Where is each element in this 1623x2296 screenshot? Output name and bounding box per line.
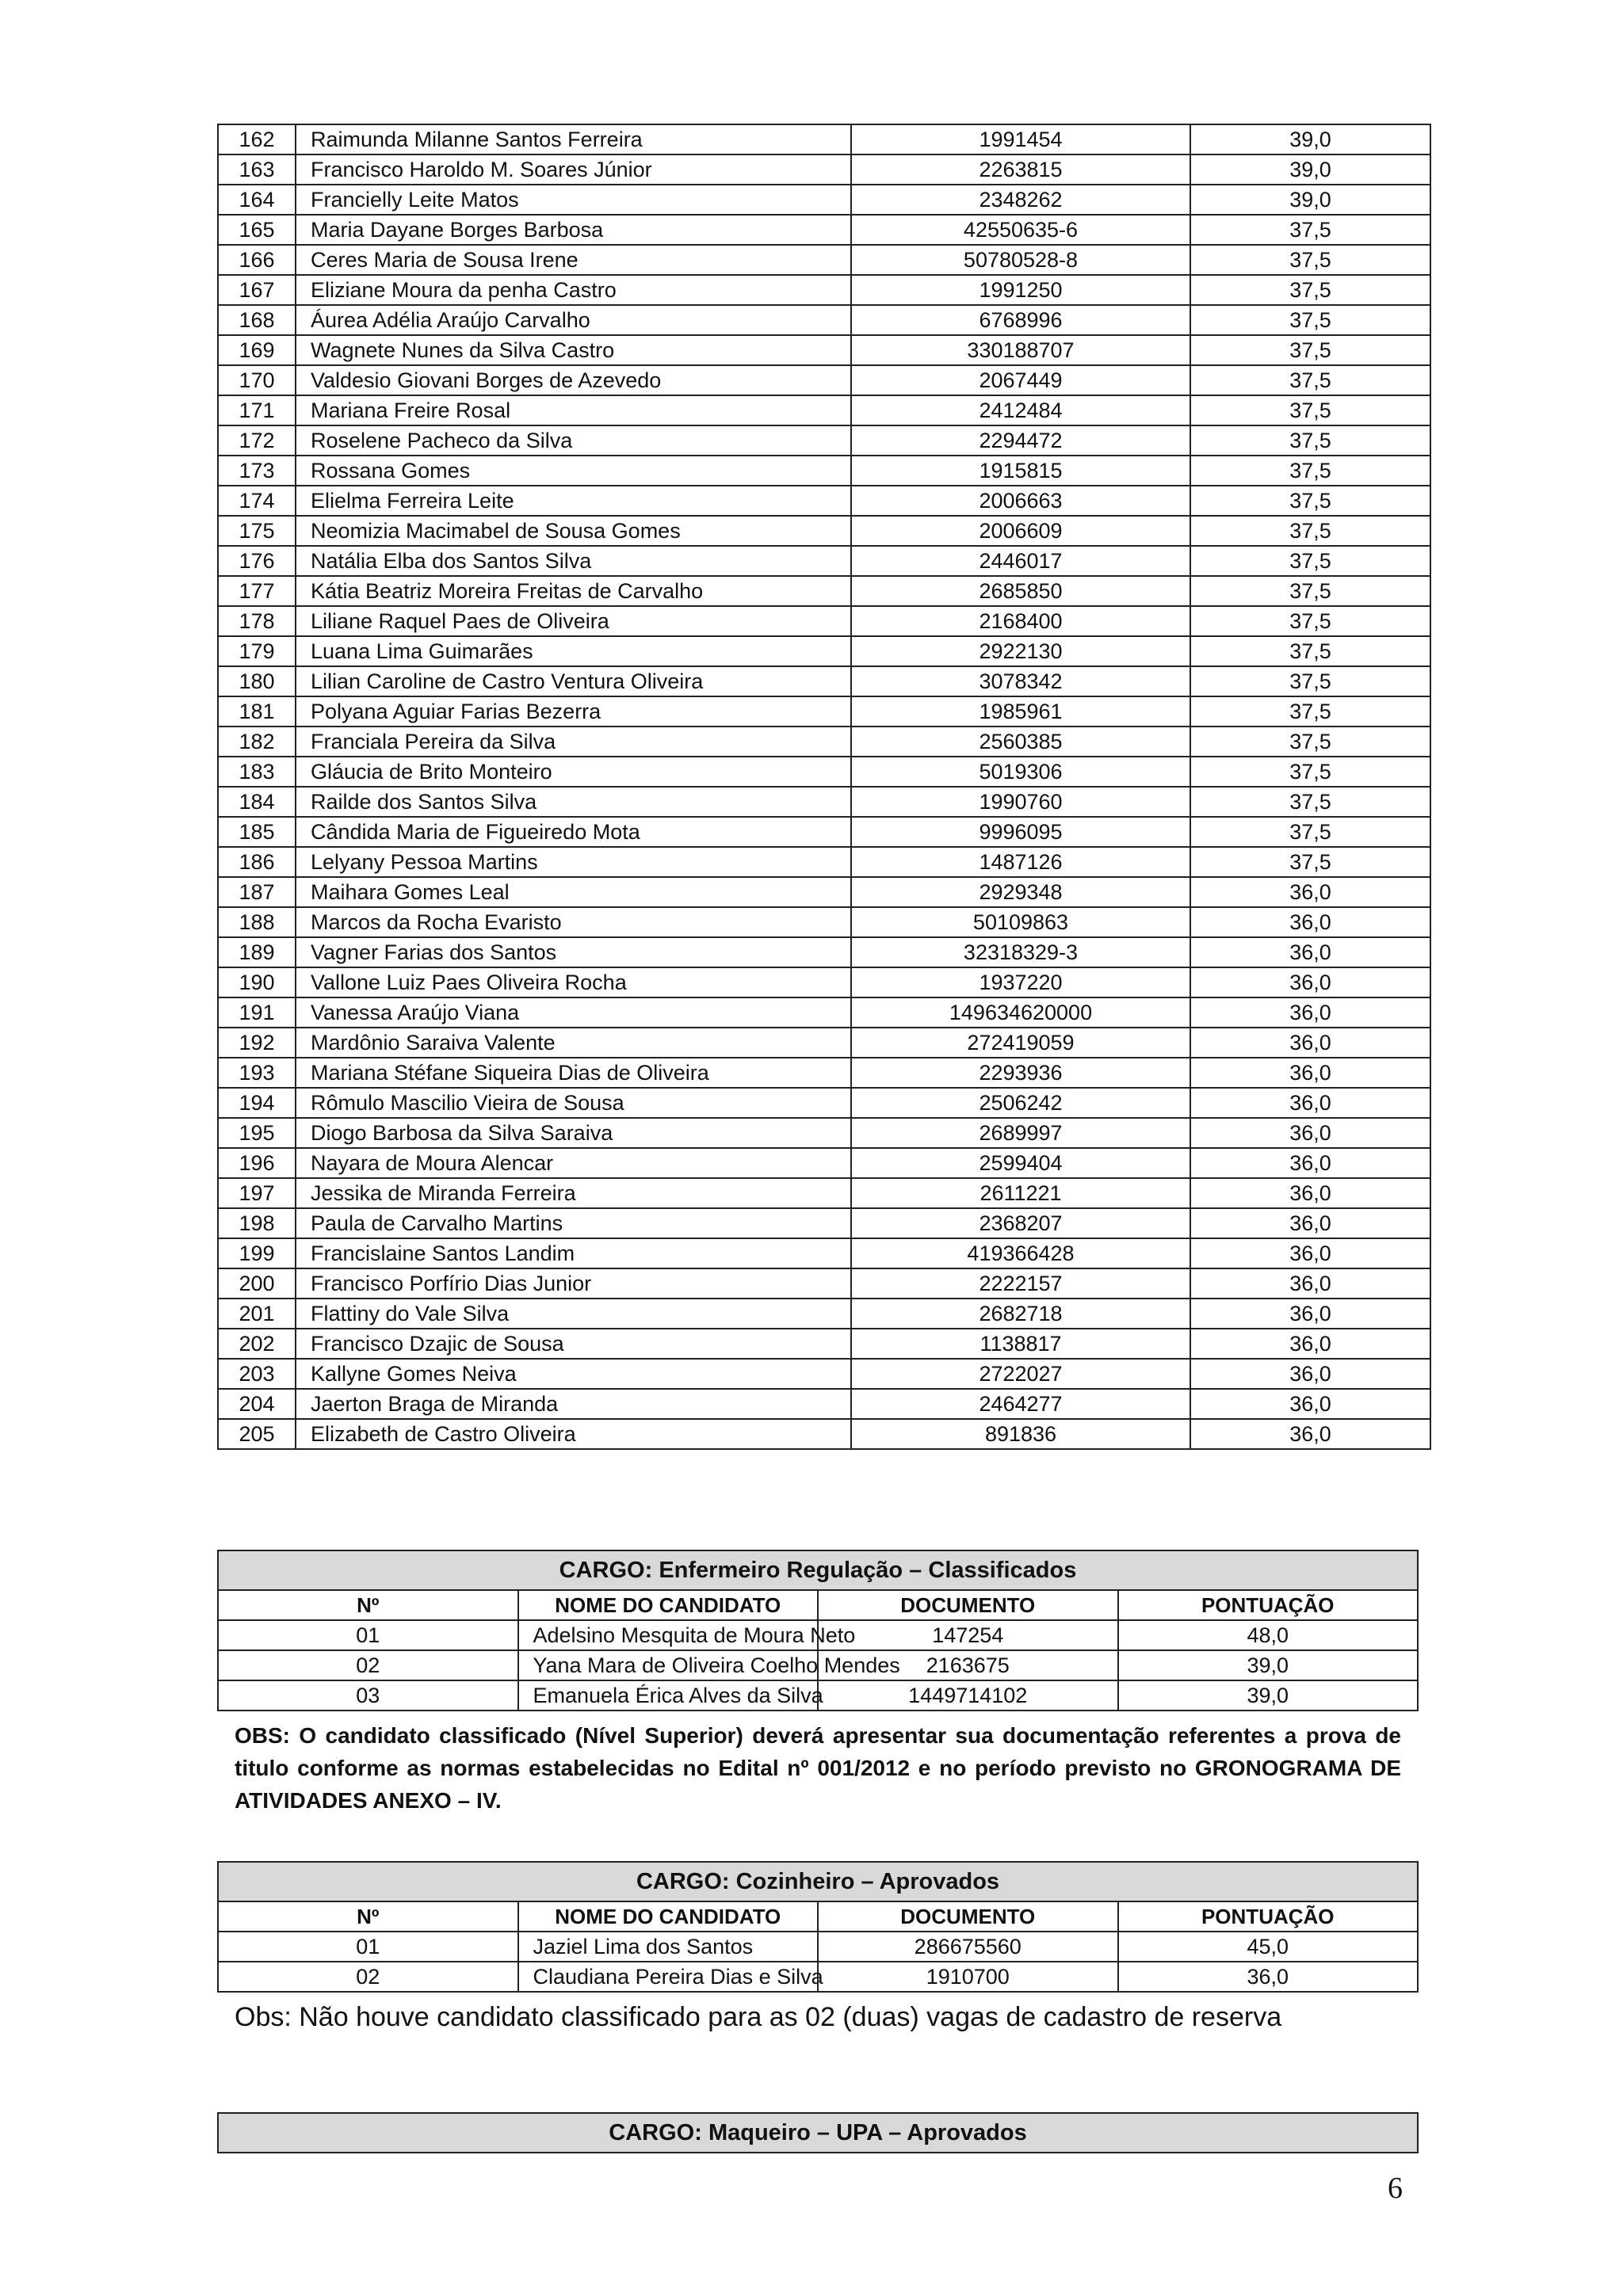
candidate-number: 02: [218, 1962, 518, 1992]
candidate-document: 2294472: [851, 425, 1190, 456]
candidate-name: Francisco Porfírio Dias Junior: [296, 1268, 851, 1299]
header-document: DOCUMENTO: [818, 1901, 1118, 1932]
candidate-document: 1991250: [851, 275, 1190, 305]
candidate-score: 36,0: [1190, 1058, 1430, 1088]
candidate-number: 181: [218, 696, 296, 727]
candidate-document: 1985961: [851, 696, 1190, 727]
candidate-document: 2599404: [851, 1148, 1190, 1178]
candidate-number: 163: [218, 154, 296, 185]
candidate-score: 39,0: [1190, 154, 1430, 185]
enfermeiro-observation: OBS: O candidato classificado (Nível Superior) deverá apresentar sua documentação referentes a prova de titulo conforme as normas estabelecidas no Edital nº 001/2012 e no período previsto no GRONOGRAMA DE ATIVIDADES ANEXO – IV.: [235, 1723, 1401, 1813]
candidate-score: 37,5: [1190, 516, 1430, 546]
candidate-name: Elielma Ferreira Leite: [296, 486, 851, 516]
candidate-document: 1990760: [851, 787, 1190, 817]
candidate-number: 02: [218, 1650, 518, 1680]
table-row: [218, 997, 1430, 1028]
header-score: PONTUAÇÃO: [1118, 1901, 1419, 1932]
candidate-number: 03: [218, 1680, 518, 1711]
candidate-name: Francisco Dzajic de Sousa: [296, 1329, 851, 1359]
candidate-name: Vanessa Araújo Viana: [296, 997, 851, 1028]
candidate-document: 3078342: [851, 666, 1190, 696]
candidate-document: 272419059: [851, 1028, 1190, 1058]
table-row: [218, 1088, 1430, 1118]
candidate-score: 37,5: [1190, 486, 1430, 516]
table-row: [218, 1208, 1430, 1238]
candidate-document: 2163675: [818, 1650, 1118, 1680]
candidate-name: Francislaine Santos Landim: [296, 1238, 851, 1268]
table-row: [218, 305, 1430, 335]
table-row: [218, 1118, 1430, 1148]
candidate-number: 189: [218, 937, 296, 967]
table-row: [218, 1028, 1430, 1058]
table-row: [218, 1419, 1430, 1449]
candidate-document: 2067449: [851, 365, 1190, 395]
candidate-document: 330188707: [851, 335, 1190, 365]
table-row: [218, 787, 1430, 817]
section-title: CARGO: Cozinheiro – Aprovados: [218, 1862, 1418, 1901]
candidate-name: Roselene Pacheco da Silva: [296, 425, 851, 456]
candidate-score: 37,5: [1190, 606, 1430, 636]
candidate-name: Eliziane Moura da penha Castro: [296, 275, 851, 305]
candidate-document: 2006663: [851, 486, 1190, 516]
candidate-number: 172: [218, 425, 296, 456]
candidate-score: 39,0: [1190, 124, 1430, 154]
table-row: [218, 1238, 1430, 1268]
section-title-row: [218, 1862, 1418, 1901]
table-row: [218, 1329, 1430, 1359]
candidate-number: 204: [218, 1389, 296, 1419]
candidate-score: 37,5: [1190, 696, 1430, 727]
candidate-score: 36,0: [1190, 1208, 1430, 1238]
candidates-table-body: [218, 124, 1430, 1449]
candidate-name: Liliane Raquel Paes de Oliveira: [296, 606, 851, 636]
candidate-document: 1991454: [851, 124, 1190, 154]
candidate-document: 2506242: [851, 1088, 1190, 1118]
candidate-name: Áurea Adélia Araújo Carvalho: [296, 305, 851, 335]
table-row: [218, 154, 1430, 185]
candidate-name: Wagnete Nunes da Silva Castro: [296, 335, 851, 365]
candidate-name: Vallone Luiz Paes Oliveira Rocha: [296, 967, 851, 997]
table-row: [218, 1359, 1430, 1389]
header-name: NOME DO CANDIDATO: [518, 1590, 819, 1620]
candidate-number: 01: [218, 1620, 518, 1650]
table-row: [218, 185, 1430, 215]
table-row: [218, 275, 1430, 305]
candidate-number: 175: [218, 516, 296, 546]
candidate-name: Francisco Haroldo M. Soares Júnior: [296, 154, 851, 185]
candidate-number: 174: [218, 486, 296, 516]
candidate-number: 185: [218, 817, 296, 847]
enfermeiro-table-body: [218, 1620, 1418, 1711]
candidate-score: 37,5: [1190, 757, 1430, 787]
candidate-document: 32318329-3: [851, 937, 1190, 967]
column-header-row: [218, 1901, 1418, 1932]
candidate-number: 179: [218, 636, 296, 666]
candidate-score: 37,5: [1190, 305, 1430, 335]
candidate-name: Yana Mara de Oliveira Coelho Mendes: [518, 1650, 819, 1680]
candidate-score: 36,0: [1190, 1238, 1430, 1268]
candidate-document: 42550635-6: [851, 215, 1190, 245]
header-number: Nº: [218, 1590, 518, 1620]
candidate-number: 164: [218, 185, 296, 215]
candidate-score: 45,0: [1118, 1932, 1419, 1962]
candidate-document: 1910700: [818, 1962, 1118, 1992]
candidate-score: 36,0: [1190, 1359, 1430, 1389]
candidate-score: 36,0: [1190, 1088, 1430, 1118]
candidate-number: 180: [218, 666, 296, 696]
candidate-name: Natália Elba dos Santos Silva: [296, 546, 851, 576]
table-row: [218, 1268, 1430, 1299]
candidate-name: Francielly Leite Matos: [296, 185, 851, 215]
table-row: [218, 1620, 1418, 1650]
candidate-name: Marcos da Rocha Evaristo: [296, 907, 851, 937]
candidate-document: 2222157: [851, 1268, 1190, 1299]
candidate-document: 1915815: [851, 456, 1190, 486]
candidate-name: Diogo Barbosa da Silva Saraiva: [296, 1118, 851, 1148]
candidate-name: Rossana Gomes: [296, 456, 851, 486]
candidate-name: Luana Lima Guimarães: [296, 636, 851, 666]
candidate-name: Cândida Maria de Figueiredo Mota: [296, 817, 851, 847]
candidate-name: Elizabeth de Castro Oliveira: [296, 1419, 851, 1449]
candidate-number: 196: [218, 1148, 296, 1178]
candidate-score: 48,0: [1118, 1620, 1419, 1650]
table-row: [218, 1680, 1418, 1711]
section-title: CARGO: Enfermeiro Regulação – Classificados: [218, 1550, 1418, 1590]
table-row: [218, 967, 1430, 997]
candidate-document: 6768996: [851, 305, 1190, 335]
candidate-score: 37,5: [1190, 245, 1430, 275]
candidate-number: 166: [218, 245, 296, 275]
candidate-name: Adelsino Mesquita de Moura Neto: [518, 1620, 819, 1650]
candidate-document: 1449714102: [818, 1680, 1118, 1711]
candidate-name: Claudiana Pereira Dias e Silva: [518, 1962, 819, 1992]
candidate-document: 2348262: [851, 185, 1190, 215]
cozinheiro-observation: Obs: Não houve candidato classificado para as 02 (duas) vagas de cadastro de reserva: [235, 2002, 1282, 2032]
cozinheiro-table: [217, 1861, 1419, 1993]
candidate-score: 36,0: [1190, 1419, 1430, 1449]
candidate-score: 39,0: [1190, 185, 1430, 215]
candidate-number: 01: [218, 1932, 518, 1962]
candidate-document: 2611221: [851, 1178, 1190, 1208]
table-row: [218, 1178, 1430, 1208]
candidate-number: 202: [218, 1329, 296, 1359]
table-row: [218, 696, 1430, 727]
candidate-score: 36,0: [1190, 907, 1430, 937]
candidate-number: 183: [218, 757, 296, 787]
table-row: [218, 546, 1430, 576]
candidate-score: 36,0: [1190, 1118, 1430, 1148]
table-row: [218, 245, 1430, 275]
candidate-score: 36,0: [1190, 1268, 1430, 1299]
table-row: [218, 757, 1430, 787]
header-name: NOME DO CANDIDATO: [518, 1901, 819, 1932]
table-row: [218, 877, 1430, 907]
candidate-document: 2263815: [851, 154, 1190, 185]
candidate-score: 37,5: [1190, 636, 1430, 666]
candidate-name: Jaziel Lima dos Santos: [518, 1932, 819, 1962]
candidate-score: 37,5: [1190, 576, 1430, 606]
table-row: [218, 937, 1430, 967]
table-row: [218, 606, 1430, 636]
candidate-name: Lilian Caroline de Castro Ventura Oliveira: [296, 666, 851, 696]
candidate-name: Flattiny do Vale Silva: [296, 1299, 851, 1329]
candidate-document: 2560385: [851, 727, 1190, 757]
table-row: [218, 456, 1430, 486]
candidate-document: 2929348: [851, 877, 1190, 907]
candidate-document: 2685850: [851, 576, 1190, 606]
candidate-name: Mariana Stéfane Siqueira Dias de Oliveira: [296, 1058, 851, 1088]
candidate-score: 37,5: [1190, 817, 1430, 847]
candidate-document: 2168400: [851, 606, 1190, 636]
table-row: [218, 516, 1430, 546]
candidate-number: 173: [218, 456, 296, 486]
candidate-name: Kátia Beatriz Moreira Freitas de Carvalho: [296, 576, 851, 606]
table-row: [218, 817, 1430, 847]
section-title-row: [218, 1550, 1418, 1590]
candidate-number: 203: [218, 1359, 296, 1389]
candidate-number: 205: [218, 1419, 296, 1449]
candidate-score: 39,0: [1118, 1680, 1419, 1711]
candidate-name: Polyana Aguiar Farias Bezerra: [296, 696, 851, 727]
candidate-number: 187: [218, 877, 296, 907]
candidate-name: Paula de Carvalho Martins: [296, 1208, 851, 1238]
maqueiro-upa-table: [217, 2112, 1419, 2153]
table-row: [218, 1650, 1418, 1680]
table-row: [218, 425, 1430, 456]
candidate-number: 168: [218, 305, 296, 335]
candidate-document: 9996095: [851, 817, 1190, 847]
candidate-score: 36,0: [1190, 1148, 1430, 1178]
candidate-document: 147254: [818, 1620, 1118, 1650]
table-row: [218, 486, 1430, 516]
candidate-document: 2293936: [851, 1058, 1190, 1088]
candidate-score: 37,5: [1190, 365, 1430, 395]
candidate-number: 171: [218, 395, 296, 425]
candidate-document: 1937220: [851, 967, 1190, 997]
candidate-score: 36,0: [1118, 1962, 1419, 1992]
candidate-number: 192: [218, 1028, 296, 1058]
candidate-document: 2464277: [851, 1389, 1190, 1419]
table-row: [218, 124, 1430, 154]
candidate-name: Maria Dayane Borges Barbosa: [296, 215, 851, 245]
candidate-document: 2722027: [851, 1359, 1190, 1389]
enfermeiro-regulacao-table: [217, 1550, 1419, 1711]
candidate-document: 5019306: [851, 757, 1190, 787]
candidate-score: 36,0: [1190, 967, 1430, 997]
candidate-score: 36,0: [1190, 1178, 1430, 1208]
candidate-number: 188: [218, 907, 296, 937]
candidate-score: 37,5: [1190, 787, 1430, 817]
candidate-name: Jaerton Braga de Miranda: [296, 1389, 851, 1419]
candidate-document: 2446017: [851, 546, 1190, 576]
candidate-score: 36,0: [1190, 1028, 1430, 1058]
candidate-number: 197: [218, 1178, 296, 1208]
candidate-name: Raimunda Milanne Santos Ferreira: [296, 124, 851, 154]
candidate-number: 201: [218, 1299, 296, 1329]
candidate-name: Mardônio Saraiva Valente: [296, 1028, 851, 1058]
candidate-name: Mariana Freire Rosal: [296, 395, 851, 425]
candidate-number: 186: [218, 847, 296, 877]
table-row: [218, 847, 1430, 877]
candidate-name: Franciala Pereira da Silva: [296, 727, 851, 757]
table-row: [218, 395, 1430, 425]
candidate-number: 184: [218, 787, 296, 817]
section-title-row: [218, 2113, 1418, 2153]
table-row: [218, 1932, 1418, 1962]
candidate-document: 286675560: [818, 1932, 1118, 1962]
candidate-name: Rômulo Mascilio Vieira de Sousa: [296, 1088, 851, 1118]
candidate-score: 37,5: [1190, 215, 1430, 245]
candidate-score: 37,5: [1190, 275, 1430, 305]
table-row: [218, 576, 1430, 606]
candidate-number: 170: [218, 365, 296, 395]
candidate-name: Ceres Maria de Sousa Irene: [296, 245, 851, 275]
table-row: [218, 1389, 1430, 1419]
candidate-number: 195: [218, 1118, 296, 1148]
candidate-score: 37,5: [1190, 727, 1430, 757]
candidate-score: 36,0: [1190, 877, 1430, 907]
candidate-document: 1487126: [851, 847, 1190, 877]
candidates-table-continued: [217, 124, 1431, 1450]
candidate-number: 198: [218, 1208, 296, 1238]
candidate-document: 2689997: [851, 1118, 1190, 1148]
candidate-score: 37,5: [1190, 335, 1430, 365]
candidate-document: 149634620000: [851, 997, 1190, 1028]
candidate-number: 199: [218, 1238, 296, 1268]
candidate-score: 36,0: [1190, 1329, 1430, 1359]
candidate-name: Valdesio Giovani Borges de Azevedo: [296, 365, 851, 395]
table-row: [218, 365, 1430, 395]
section-title: CARGO: Maqueiro – UPA – Aprovados: [218, 2113, 1418, 2153]
candidate-score: 37,5: [1190, 456, 1430, 486]
table-row: [218, 636, 1430, 666]
candidate-number: 178: [218, 606, 296, 636]
candidate-number: 190: [218, 967, 296, 997]
candidate-document: 50780528-8: [851, 245, 1190, 275]
header-document: DOCUMENTO: [818, 1590, 1118, 1620]
candidate-document: 2412484: [851, 395, 1190, 425]
candidate-number: 165: [218, 215, 296, 245]
candidate-score: 36,0: [1190, 937, 1430, 967]
candidate-number: 194: [218, 1088, 296, 1118]
candidate-number: 177: [218, 576, 296, 606]
table-row: [218, 666, 1430, 696]
candidate-number: 191: [218, 997, 296, 1028]
candidate-number: 169: [218, 335, 296, 365]
candidate-document: 2368207: [851, 1208, 1190, 1238]
candidate-score: 36,0: [1190, 1389, 1430, 1419]
table-row: [218, 907, 1430, 937]
candidate-name: Neomizia Macimabel de Sousa Gomes: [296, 516, 851, 546]
candidate-name: Lelyany Pessoa Martins: [296, 847, 851, 877]
candidate-document: 1138817: [851, 1329, 1190, 1359]
candidate-name: Nayara de Moura Alencar: [296, 1148, 851, 1178]
table-row: [218, 727, 1430, 757]
candidate-score: 37,5: [1190, 847, 1430, 877]
page-number: 6: [1388, 2172, 1403, 2205]
candidate-score: 36,0: [1190, 997, 1430, 1028]
candidate-number: 193: [218, 1058, 296, 1088]
table-row: [218, 1058, 1430, 1088]
candidate-name: Maihara Gomes Leal: [296, 877, 851, 907]
table-row: [218, 1148, 1430, 1178]
table-row: [218, 1299, 1430, 1329]
candidate-number: 176: [218, 546, 296, 576]
candidate-document: 2006609: [851, 516, 1190, 546]
candidate-document: 2682718: [851, 1299, 1190, 1329]
candidate-document: 50109863: [851, 907, 1190, 937]
candidate-number: 182: [218, 727, 296, 757]
candidate-name: Railde dos Santos Silva: [296, 787, 851, 817]
candidate-document: 2922130: [851, 636, 1190, 666]
candidate-number: 200: [218, 1268, 296, 1299]
candidate-document: 891836: [851, 1419, 1190, 1449]
table-row: [218, 335, 1430, 365]
cozinheiro-table-body: [218, 1932, 1418, 1992]
candidate-score: 36,0: [1190, 1299, 1430, 1329]
candidate-score: 37,5: [1190, 666, 1430, 696]
table-row: [218, 215, 1430, 245]
candidate-name: Vagner Farias dos Santos: [296, 937, 851, 967]
candidate-score: 39,0: [1118, 1650, 1419, 1680]
candidate-name: Gláucia de Brito Monteiro: [296, 757, 851, 787]
candidate-number: 162: [218, 124, 296, 154]
table-row: [218, 1962, 1418, 1992]
candidate-name: Kallyne Gomes Neiva: [296, 1359, 851, 1389]
header-score: PONTUAÇÃO: [1118, 1590, 1419, 1620]
header-number: Nº: [218, 1901, 518, 1932]
candidate-number: 167: [218, 275, 296, 305]
candidate-name: Emanuela Érica Alves da Silva: [518, 1680, 819, 1711]
candidate-score: 37,5: [1190, 546, 1430, 576]
candidate-score: 37,5: [1190, 395, 1430, 425]
candidate-name: Jessika de Miranda Ferreira: [296, 1178, 851, 1208]
candidate-score: 37,5: [1190, 425, 1430, 456]
candidate-document: 419366428: [851, 1238, 1190, 1268]
column-header-row: [218, 1590, 1418, 1620]
